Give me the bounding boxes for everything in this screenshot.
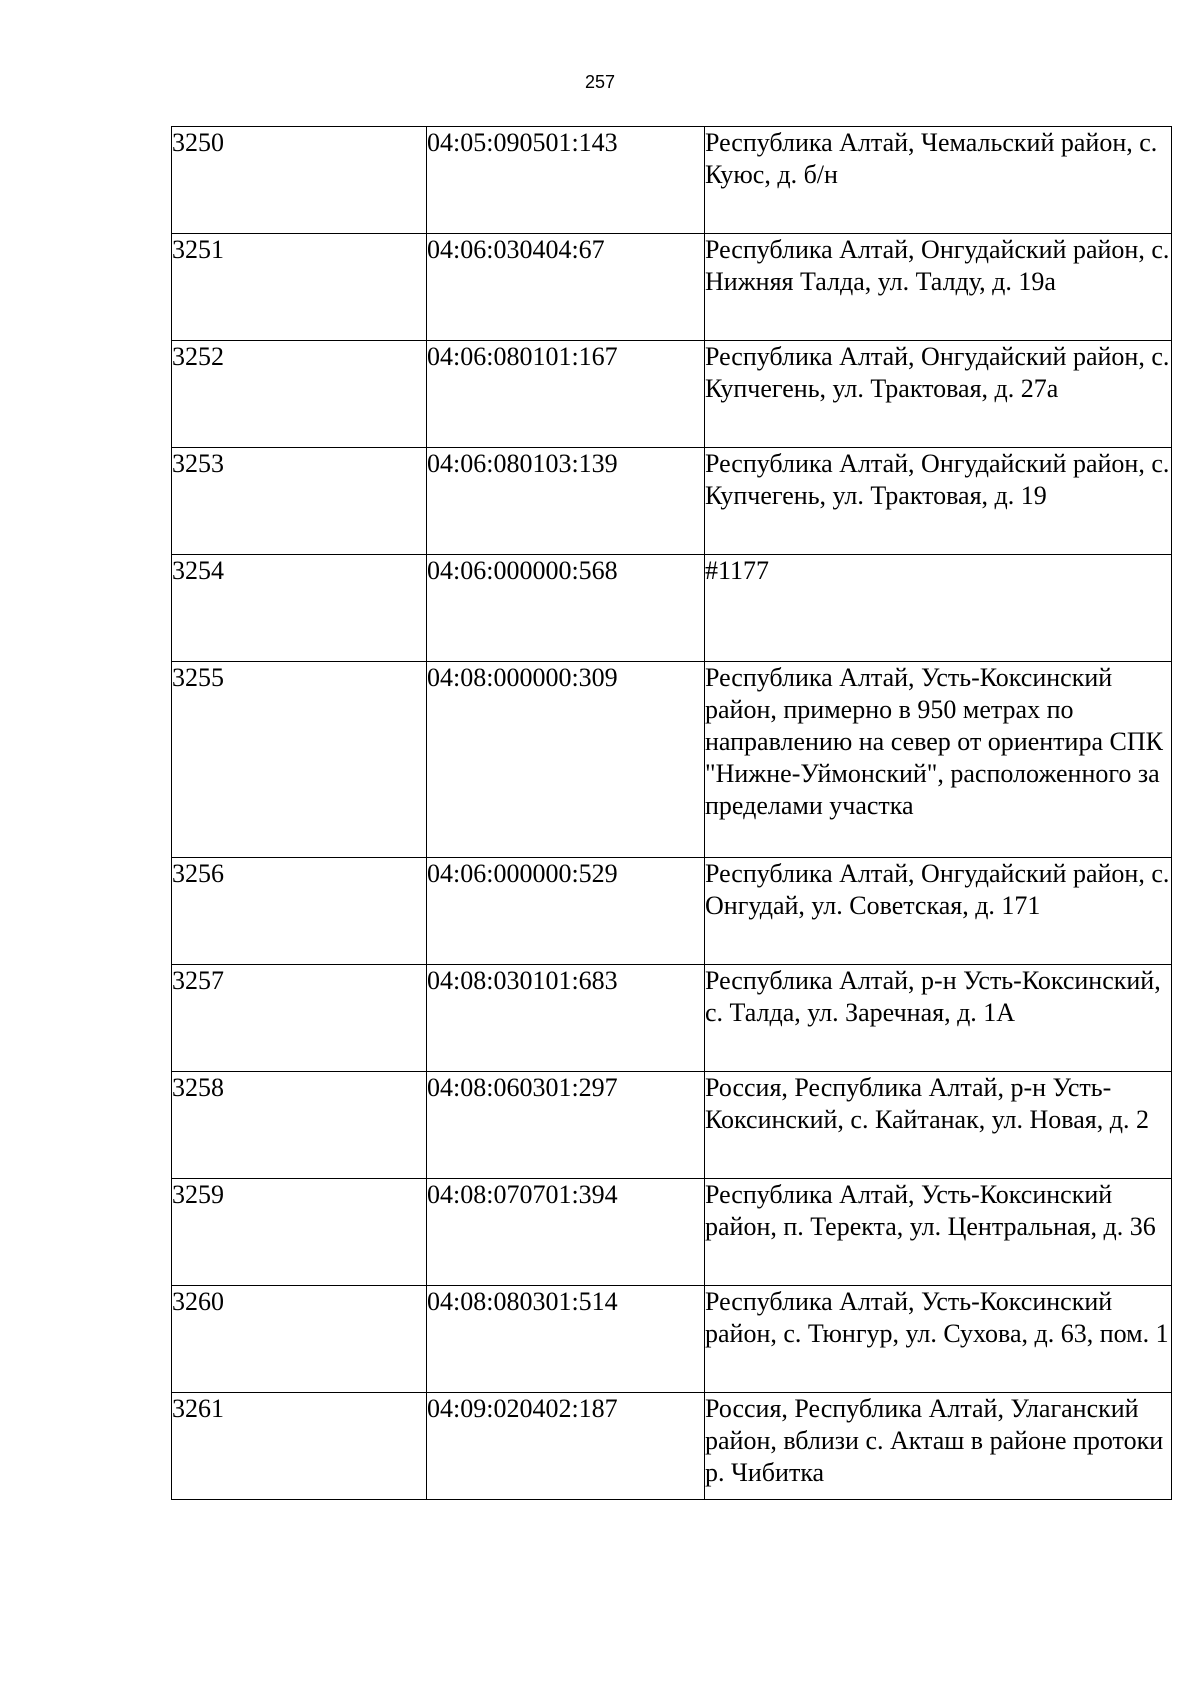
- table-row: [172, 448, 1172, 555]
- cadastral-number-cell: 04:08:080301:514: [427, 1286, 705, 1393]
- row-number-cell: 3261: [172, 1393, 427, 1500]
- row-number-cell: 3259: [172, 1179, 427, 1286]
- cadastral-number-cell: 04:05:090501:143: [427, 127, 705, 234]
- table-row: [172, 555, 1172, 662]
- address-cell: Россия, Республика Алтай, Улаганский район, вблизи с. Акташ в районе протоки р. Чибитка: [705, 1393, 1172, 1500]
- cadastral-number-cell: 04:09:020402:187: [427, 1393, 705, 1500]
- table-row: [172, 1072, 1172, 1179]
- cadastral-number-cell: 04:08:070701:394: [427, 1179, 705, 1286]
- cadastral-number-cell: 04:06:000000:568: [427, 555, 705, 662]
- row-number-cell: 3251: [172, 234, 427, 341]
- cadastral-number-cell: 04:06:080103:139: [427, 448, 705, 555]
- registry-table: [171, 126, 1172, 1500]
- registry-table-body: [172, 127, 1172, 1500]
- address-cell: Республика Алтай, Усть-Коксинский район, с. Тюнгур, ул. Сухова, д. 63, пом. 1: [705, 1286, 1172, 1393]
- table-row: [172, 127, 1172, 234]
- address-cell: Республика Алтай, Усть-Коксинский район, примерно в 950 метрах по направлению на север от ориентира СПК "Нижне-Уймонский", расположенного за пределами участка: [705, 662, 1172, 858]
- page-number: 257: [584, 72, 616, 92]
- row-number-cell: 3256: [172, 858, 427, 965]
- table-row: [172, 234, 1172, 341]
- address-cell: #1177: [705, 555, 1172, 662]
- address-cell: Россия, Республика Алтай, р-н Усть-Коксинский, с. Кайтанак, ул. Новая, д. 2: [705, 1072, 1172, 1179]
- row-number-cell: 3260: [172, 1286, 427, 1393]
- row-number-cell: 3253: [172, 448, 427, 555]
- row-number-cell: 3258: [172, 1072, 427, 1179]
- address-cell: Республика Алтай, Онгудайский район, с. Онгудай, ул. Советская, д. 171: [705, 858, 1172, 965]
- table-row: [172, 1286, 1172, 1393]
- cadastral-number-cell: 04:08:060301:297: [427, 1072, 705, 1179]
- row-number-cell: 3250: [172, 127, 427, 234]
- address-cell: Республика Алтай, Чемальский район, с. Куюс, д. б/н: [705, 127, 1172, 234]
- table-row: [172, 1393, 1172, 1500]
- cadastral-number-cell: 04:08:030101:683: [427, 965, 705, 1072]
- table-row: [172, 662, 1172, 858]
- cadastral-number-cell: 04:06:000000:529: [427, 858, 705, 965]
- address-cell: Республика Алтай, Онгудайский район, с. Купчегень, ул. Трактовая, д. 27а: [705, 341, 1172, 448]
- row-number-cell: 3255: [172, 662, 427, 858]
- cadastral-number-cell: 04:08:000000:309: [427, 662, 705, 858]
- address-cell: Республика Алтай, Онгудайский район, с. Купчегень, ул. Трактовая, д. 19: [705, 448, 1172, 555]
- cadastral-number-cell: 04:06:030404:67: [427, 234, 705, 341]
- table-row: [172, 1179, 1172, 1286]
- row-number-cell: 3254: [172, 555, 427, 662]
- cadastral-number-cell: 04:06:080101:167: [427, 341, 705, 448]
- table-row: [172, 858, 1172, 965]
- address-cell: Республика Алтай, Онгудайский район, с. Нижняя Талда, ул. Талду, д. 19а: [705, 234, 1172, 341]
- row-number-cell: 3252: [172, 341, 427, 448]
- address-cell: Республика Алтай, Усть-Коксинский район, п. Теректа, ул. Центральная, д. 36: [705, 1179, 1172, 1286]
- row-number-cell: 3257: [172, 965, 427, 1072]
- table-row: [172, 965, 1172, 1072]
- address-cell: Республика Алтай, р-н Усть-Коксинский, с. Талда, ул. Заречная, д. 1А: [705, 965, 1172, 1072]
- table-row: [172, 341, 1172, 448]
